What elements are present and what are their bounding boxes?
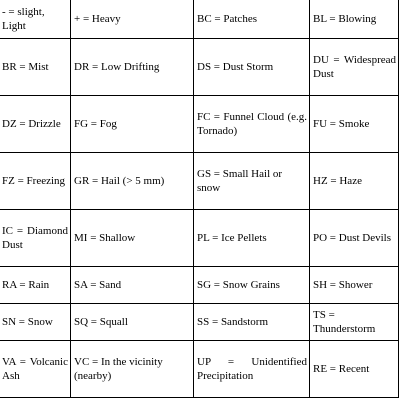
table-cell: SS = Sandstorm (194, 304, 310, 341)
table-cell: RE = Recent (310, 341, 399, 398)
table-cell: HZ = Haze (310, 153, 399, 210)
table-cell: SA = Sand (71, 267, 194, 304)
table-row (0, 39, 399, 96)
table-cell: DZ = Drizzle (0, 96, 71, 153)
table-cell: SN = Snow (0, 304, 71, 341)
table-cell: + = Heavy (71, 0, 194, 39)
table-cell: RA = Rain (0, 267, 71, 304)
table-cell: DR = Low Drifting (71, 39, 194, 96)
table-cell: DS = Dust Storm (194, 39, 310, 96)
table-cell: BC = Patches (194, 0, 310, 39)
table-row (0, 304, 399, 341)
table-cell: - = slight, Light (0, 0, 71, 39)
table-row (0, 210, 399, 267)
table-cell: IC = Diamond Dust (0, 210, 71, 267)
table-row (0, 96, 399, 153)
table-cell: PL = Ice Pellets (194, 210, 310, 267)
table-cell: FC = Funnel Cloud (e.g. Tornado) (194, 96, 310, 153)
table-cell: UP = Unidentified Precipitation (194, 341, 310, 398)
table-cell: MI = Shallow (71, 210, 194, 267)
table-cell: DU = Widespread Dust (310, 39, 399, 96)
table-cell: VC = In the vicinity (nearby) (71, 341, 194, 398)
table-cell: TS = Thunderstorm (310, 304, 399, 341)
table-row (0, 341, 399, 398)
table-cell: FU = Smoke (310, 96, 399, 153)
table-cell: SQ = Squall (71, 304, 194, 341)
table-cell: FZ = Freezing (0, 153, 71, 210)
table-cell: VA = Volcanic Ash (0, 341, 71, 398)
table-row (0, 267, 399, 304)
table-cell: BL = Blowing (310, 0, 399, 39)
table-cell: GS = Small Hail or snow (194, 153, 310, 210)
table-row (0, 0, 399, 39)
table-row (0, 153, 399, 210)
table-cell: GR = Hail (> 5 mm) (71, 153, 194, 210)
table-cell: SG = Snow Grains (194, 267, 310, 304)
table-cell: PO = Dust Devils (310, 210, 399, 267)
table-cell: BR = Mist (0, 39, 71, 96)
table-cell: SH = Shower (310, 267, 399, 304)
table-cell: FG = Fog (71, 96, 194, 153)
